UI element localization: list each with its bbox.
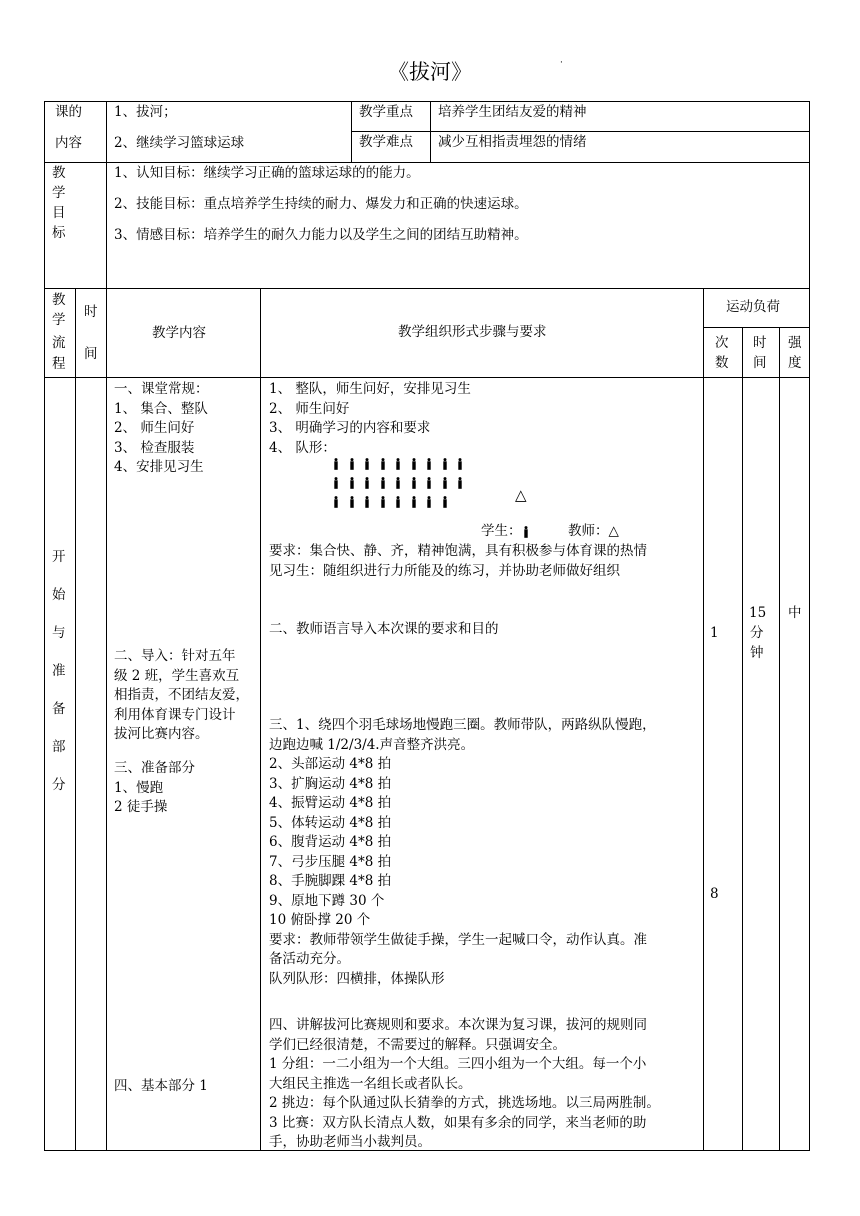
org-line: 二、教师语言导入本次课的要求和目的 bbox=[269, 621, 499, 637]
col-org: 教学组织形式步骤与要求 bbox=[398, 324, 547, 340]
col-flow-1: 教 bbox=[52, 292, 66, 308]
kecheng-label-2: 内容 bbox=[55, 135, 82, 151]
org-line: 9、原地下蹲 30 个 bbox=[269, 892, 385, 909]
rule bbox=[75, 288, 76, 1151]
legend-student-label: 学生： bbox=[481, 523, 522, 539]
student-icon bbox=[442, 477, 448, 489]
count-value-2: 8 bbox=[710, 886, 719, 902]
org-block-5 bbox=[269, 1016, 660, 1153]
duration-value-2: 分 bbox=[750, 625, 764, 641]
duration-value-1: 15 bbox=[749, 605, 767, 621]
student-icon bbox=[380, 458, 386, 470]
rule bbox=[779, 327, 780, 1151]
content-block-3 bbox=[114, 759, 195, 818]
org-line: 7、弓步压腿 4*8 拍 bbox=[269, 853, 392, 870]
student-icon bbox=[349, 496, 355, 508]
org-line: 手，协助老师当小裁判员。 bbox=[269, 1134, 431, 1150]
student-icon bbox=[411, 458, 417, 470]
col-flow-2: 学 bbox=[52, 312, 66, 328]
key-label: 教学重点 bbox=[359, 104, 413, 120]
content-line: 3、 检查服装 bbox=[114, 439, 195, 456]
content-line: 1、 集合、整队 bbox=[114, 400, 208, 417]
rule bbox=[44, 377, 810, 378]
org-line: 2 挑边：每个队通过队长猜拳的方式，挑选场地。以三局两胜制。 bbox=[269, 1095, 660, 1111]
col-content: 教学内容 bbox=[152, 325, 206, 341]
goal-item-3: 3、情感目标：培养学生的耐久力能力以及学生之间的团结互助精神。 bbox=[114, 227, 528, 243]
student-icon bbox=[333, 458, 339, 470]
stage-name-5: 备 bbox=[52, 701, 66, 717]
stage-name-7: 分 bbox=[52, 777, 66, 793]
org-line: 6、腹背运动 4*8 拍 bbox=[269, 834, 392, 850]
diff-label: 教学难点 bbox=[359, 134, 413, 150]
legend-teacher: 教师：△ bbox=[568, 523, 619, 539]
rule bbox=[351, 131, 810, 132]
goals-label-4: 标 bbox=[52, 225, 66, 241]
rule bbox=[351, 101, 352, 162]
student-icon bbox=[442, 496, 448, 508]
content-line: 相指责，不团结友爱， bbox=[114, 687, 249, 703]
student-icon bbox=[442, 458, 448, 470]
org-line: 3 比赛：双方队长清点人数，如果有多余的同学，来当老师的助 bbox=[269, 1114, 647, 1131]
diff-value: 减少互相指责埋怨的情绪 bbox=[438, 134, 587, 150]
student-icon bbox=[349, 458, 355, 470]
stage-name-1: 开 bbox=[52, 549, 66, 565]
org-block-4 bbox=[269, 716, 656, 989]
stage-name-2: 始 bbox=[52, 587, 66, 603]
student-icon bbox=[364, 496, 370, 508]
goal-item-1: 1、认知目标：继续学习正确的篮球运球的的能力。 bbox=[114, 165, 420, 181]
col-time-2: 间 bbox=[84, 346, 98, 362]
org-line: 要求：集合快、静、齐，精神饱满，具有积极参与体育课的热情 bbox=[269, 543, 647, 559]
org-line: 10 俯卧撑 20 个 bbox=[269, 912, 371, 928]
org-line: 3、扩胸运动 4*8 拍 bbox=[269, 775, 392, 792]
org-line: 1 分组：一二小组为一个大组。三四小组为一个大组。每一个小 bbox=[269, 1056, 647, 1072]
student-icon bbox=[380, 496, 386, 508]
student-icon bbox=[411, 477, 417, 489]
col-duration-2: 间 bbox=[753, 355, 767, 371]
org-line: 5、体转运动 4*8 拍 bbox=[269, 814, 392, 831]
content-line: 利用体育课专门设计 bbox=[114, 706, 236, 723]
content-line: 级 2 班，学生喜欢互 bbox=[114, 667, 240, 684]
org-line: 要求：教师带领学生做徒手操，学生一起喊口令，动作认真。准 bbox=[269, 931, 647, 948]
col-load: 运动负荷 bbox=[726, 299, 780, 315]
org-line: 边跑边喊 1/2/3/4.声音整齐洪亮。 bbox=[269, 736, 475, 753]
rule bbox=[44, 162, 810, 163]
content-line: 拔河比赛内容。 bbox=[114, 726, 209, 742]
student-icon bbox=[364, 458, 370, 470]
col-flow-4: 程 bbox=[52, 356, 66, 372]
content-line: 1、慢跑 bbox=[114, 779, 164, 796]
stage-name-6: 部 bbox=[52, 739, 66, 755]
content-item-1: 1、拔河； bbox=[114, 104, 177, 120]
student-icon bbox=[395, 496, 401, 508]
goals-label-2: 学 bbox=[52, 185, 66, 201]
org-line: 四、讲解拔河比赛规则和要求。本次课为复习课，拔河的规则同 bbox=[269, 1017, 647, 1033]
org-line: 3、 明确学习的内容和要求 bbox=[269, 420, 431, 436]
student-icon bbox=[364, 477, 370, 489]
goals-label-3: 目 bbox=[52, 205, 66, 221]
formation-diagram bbox=[333, 458, 473, 522]
student-icon bbox=[523, 526, 529, 538]
content-line: 2 徒手操 bbox=[114, 799, 168, 815]
col-flow-3: 流 bbox=[52, 335, 66, 351]
student-icon bbox=[333, 496, 339, 508]
rule bbox=[106, 101, 107, 1151]
goals-label-1: 教 bbox=[52, 165, 66, 181]
col-duration-1: 时 bbox=[753, 335, 767, 351]
org-line: 大组民主推选一名组长或者队长。 bbox=[269, 1075, 472, 1092]
key-value: 培养学生团结友爱的精神 bbox=[438, 104, 587, 120]
count-value-1: 1 bbox=[710, 625, 719, 641]
stage-name-4: 准 bbox=[52, 663, 66, 679]
org-line: 1、 整队，师生问好，安排见习生 bbox=[269, 381, 471, 397]
rule bbox=[260, 288, 261, 1151]
student-icon bbox=[395, 458, 401, 470]
org-line: 2、 师生问好 bbox=[269, 400, 350, 417]
content-line: 4、安排见习生 bbox=[114, 459, 204, 475]
org-line: 4、振臂运动 4*8 拍 bbox=[269, 795, 392, 811]
student-icon bbox=[426, 477, 432, 489]
student-icon bbox=[426, 496, 432, 508]
student-icon bbox=[411, 496, 417, 508]
col-count-2: 数 bbox=[715, 355, 729, 371]
org-line: 三、1、绕四个羽毛球场地慢跑三圈。教师带队，两路纵队慢跑， bbox=[269, 717, 656, 733]
content-line: 三、准备部分 bbox=[114, 760, 195, 776]
org-block-2 bbox=[269, 542, 647, 581]
rule bbox=[703, 288, 704, 1151]
student-icon bbox=[457, 477, 463, 489]
rule bbox=[430, 101, 431, 162]
org-line: 4、 队形： bbox=[269, 439, 336, 456]
kecheng-label-1: 课的 bbox=[55, 104, 82, 120]
stage-name-3: 与 bbox=[52, 625, 66, 641]
col-intensity-2: 度 bbox=[788, 355, 802, 371]
org-line: 备活动充分。 bbox=[269, 951, 350, 967]
content-block-2 bbox=[114, 647, 249, 745]
page-title: 《拔河》 bbox=[388, 60, 472, 84]
org-line: 队列队形：四横排，体操队形 bbox=[269, 970, 445, 987]
org-line: 见习生：随组织进行力所能及的练习，并协助老师做好组织 bbox=[269, 562, 620, 579]
student-icon bbox=[426, 458, 432, 470]
teacher-symbol: △ bbox=[515, 486, 527, 504]
duration-value-3: 钟 bbox=[750, 645, 764, 661]
content-line: 2、 师生问好 bbox=[114, 420, 195, 436]
content-item-2: 2、继续学习篮球运球 bbox=[114, 135, 245, 151]
goal-item-2: 2、技能目标：重点培养学生持续的耐力、爆发力和正确的快速运球。 bbox=[114, 196, 528, 212]
student-icon bbox=[395, 477, 401, 489]
org-line: 2、头部运动 4*8 拍 bbox=[269, 756, 392, 772]
col-count-1: 次 bbox=[715, 335, 729, 351]
rule bbox=[742, 327, 743, 1151]
student-icon bbox=[349, 477, 355, 489]
content-line: 一、课堂常规： bbox=[114, 381, 209, 397]
student-icon bbox=[333, 477, 339, 489]
student-icon bbox=[380, 477, 386, 489]
org-line: 学们已经很清楚，不需要过的解释。只强调安全。 bbox=[269, 1036, 566, 1053]
content-block-1 bbox=[114, 380, 209, 478]
rule bbox=[44, 288, 810, 289]
decorative-dot: · bbox=[560, 58, 563, 68]
col-intensity-1: 强 bbox=[788, 335, 802, 351]
content-line: 四、基本部分 1 bbox=[114, 1078, 208, 1094]
rule bbox=[703, 327, 810, 328]
intensity-value: 中 bbox=[788, 605, 802, 621]
col-time-1: 时 bbox=[84, 304, 98, 320]
content-line: 二、导入：针对五年 bbox=[114, 648, 236, 664]
student-icon bbox=[457, 458, 463, 470]
org-line: 8、手腕脚踝 4*8 拍 bbox=[269, 873, 392, 889]
org-block-1 bbox=[269, 380, 471, 458]
